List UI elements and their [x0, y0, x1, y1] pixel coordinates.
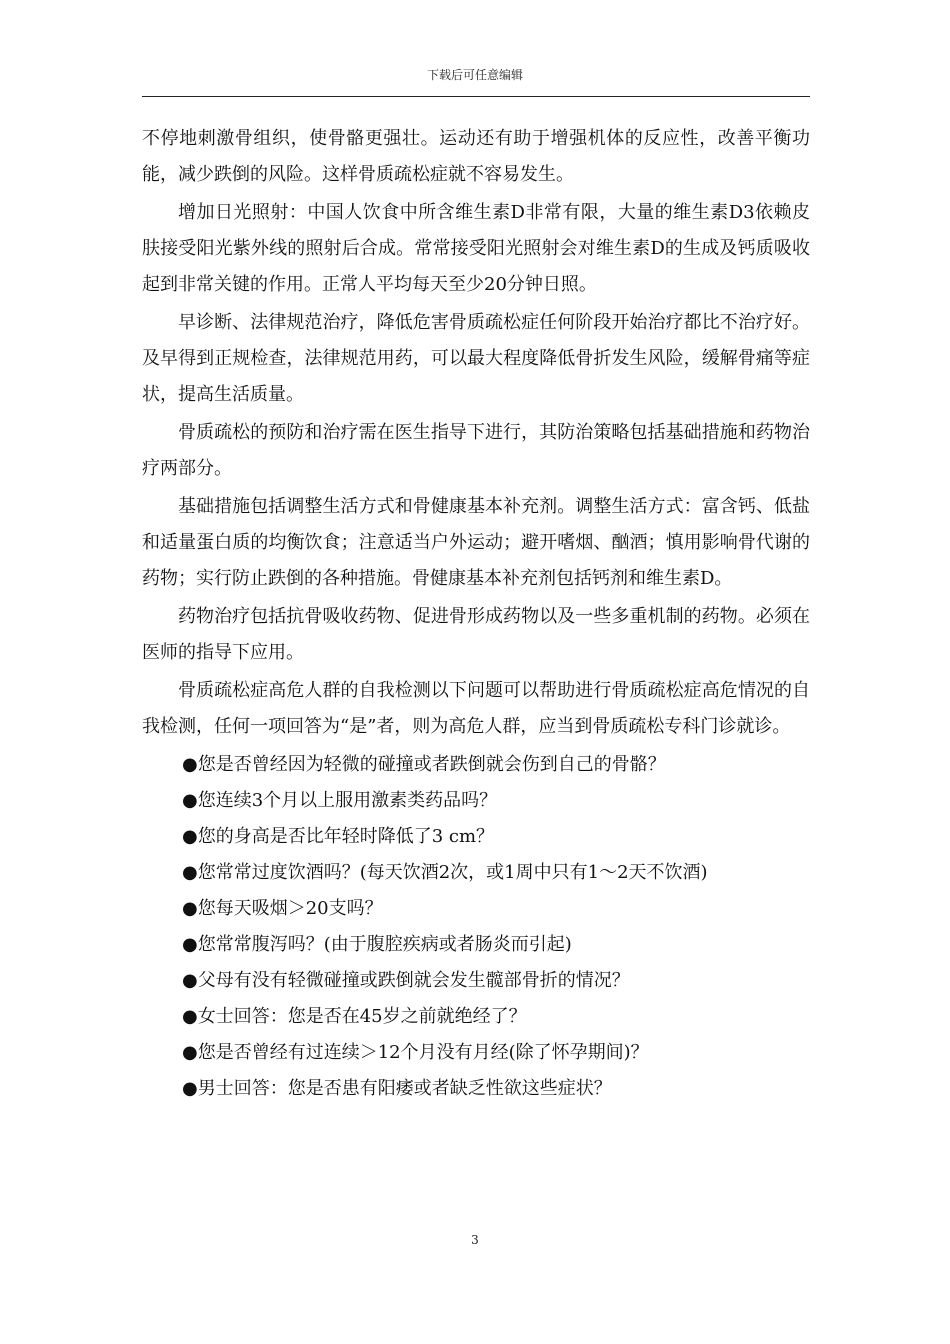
- self-check-item: ●您常常过度饮酒吗？(每天饮酒2次，或1周中只有1～2天不饮酒): [182, 862, 708, 883]
- paragraph-drug-therapy: 药物治疗包括抗骨吸收药物、促进骨形成药物以及一些多重机制的药物。必须在医师的指导下应用。: [142, 606, 810, 663]
- header-divider: [142, 96, 810, 97]
- paragraph-basic-measures: 基础措施包括调整生活方式和骨健康基本补充剂。调整生活方式：富含钙、低盐和适量蛋白质的均衡饮食；注意适当户外运动；避开嗜烟、酗酒；慎用影响骨代谢的药物；实行防止跌倒的各种措施。骨健康基本补充剂包括钙剂和维生素D。: [142, 496, 810, 589]
- paragraph-early-diagnosis: 早诊断、法律规范治疗，降低危害骨质疏松症任何阶段开始治疗都比不治疗好。及早得到正规检查，法律规范用药，可以最大程度降低骨折发生风险，缓解骨痛等症状，提高生活质量。: [142, 312, 810, 405]
- self-check-item: ●女士回答：您是否在45岁之前就绝经了？: [182, 1006, 527, 1027]
- page-header: 下载后可任意编辑: [426, 68, 523, 82]
- document-body: [142, 121, 810, 1107]
- self-check-item: ●您是否曾经有过连续＞12个月没有月经(除了怀孕期间)？: [182, 1042, 649, 1063]
- paragraph-continuation: 不停地刺激骨组织，使骨骼更强壮。运动还有助于增强机体的反应性，改善平衡功能，减少跌倒的风险。这样骨质疏松症就不容易发生。: [142, 128, 810, 185]
- self-check-item: ●您每天吸烟＞20支吗？: [182, 898, 383, 919]
- self-check-item: ●男士回答：您是否患有阳痿或者缺乏性欲这些症状？: [182, 1078, 612, 1099]
- self-check-item: ●您的身高是否比年轻时降低了3 cm？: [182, 826, 495, 847]
- self-check-item: ●您连续3个月以上服用激素类药品吗？: [182, 790, 498, 811]
- self-check-item: ●父母有没有轻微碰撞或跌倒就会发生髋部骨折的情况？: [182, 970, 630, 991]
- self-check-item: ●您是否曾经因为轻微的碰撞或者跌倒就会伤到自己的骨骼？: [182, 754, 666, 775]
- paragraph-sunlight: 增加日光照射：中国人饮食中所含维生素D非常有限，大量的维生素D3依赖皮肤接受阳光紫外线的照射后合成。常常接受阳光照射会对维生素D的生成及钙质吸收起到非常关键的作用。正常人平均每天至少20分钟日照。: [142, 202, 810, 295]
- paragraph-self-check-intro: 骨质疏松症高危人群的自我检测以下问题可以帮助进行骨质疏松症高危情况的自我检测，任何一项回答为“是”者，则为高危人群，应当到骨质疏松专科门诊就诊。: [142, 680, 810, 737]
- page-number: 3: [471, 1233, 479, 1247]
- self-check-item: ●您常常腹泻吗？(由于腹腔疾病或者肠炎而引起): [182, 934, 572, 955]
- paragraph-prevention-strategy: 骨质疏松的预防和治疗需在医生指导下进行，其防治策略包括基础措施和药物治疗两部分。: [142, 422, 810, 479]
